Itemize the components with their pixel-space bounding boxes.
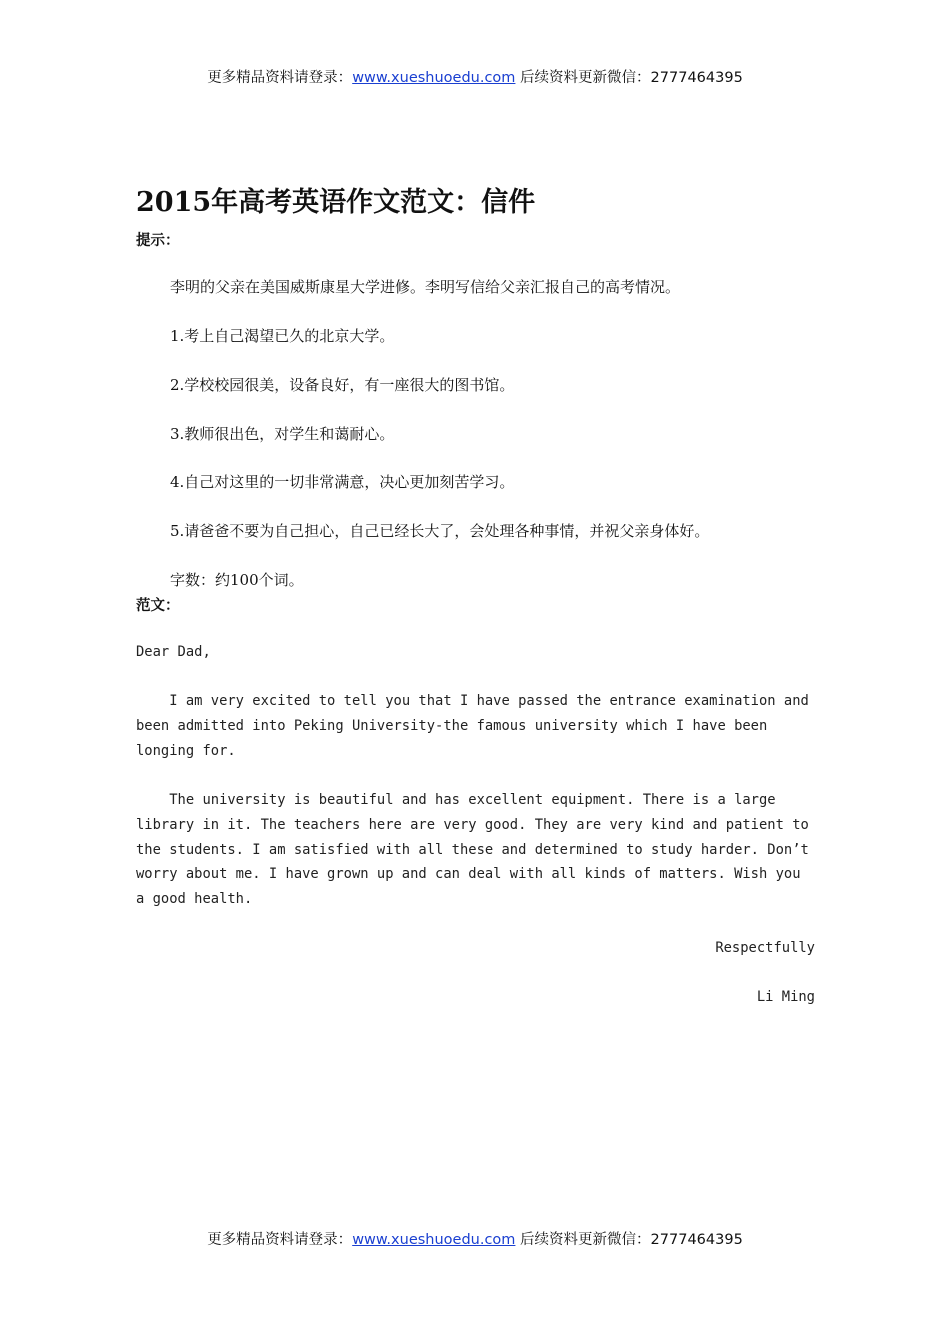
hint-label: 提示： [136,233,180,249]
letter-paragraph-2: The university is beautiful and has excellent equipment. There is a large library in it. The teachers here are very good. They are very kind and patient to the students. I am satisfied with all these and determined to study harder. Don’t worry about me. I have grown up and can deal with all kinds of matters. Wish you a good health. [136,792,818,908]
letter-closing: Respectfully [715,940,815,956]
hint-item-4: 4.自己对这里的一切非常满意，决心更加刻苦学习。 [170,473,515,491]
hint-item-1: 1.考上自己渴望已久的北京大学。 [170,327,395,345]
essay-label: 范文： [136,598,180,614]
hint-word-count: 字数：约100个词。 [170,571,304,589]
letter-salutation: Dear Dad, [136,644,211,660]
document-title: 2015年高考英语作文范文：信件 [136,187,536,218]
page-header [0,66,950,87]
hint-item-3: 3.教师很出色，对学生和蔼耐心。 [170,425,395,443]
footer-prefix: 更多精品资料请登录： [207,1232,353,1248]
header-link[interactable]: www.xueshuoedu.com [352,70,516,86]
header-prefix: 更多精品资料请登录： [207,70,353,86]
letter-signature: Li Ming [756,989,815,1005]
hint-item-2: 2.学校校园很美，设备良好，有一座很大的图书馆。 [170,376,515,394]
hint-item-5: 5.请爸爸不要为自己担心，自己已经长大了，会处理各种事情，并祝父亲身体好。 [170,522,710,540]
footer-link[interactable]: www.xueshuoedu.com [352,1232,516,1248]
header-suffix: 后续资料更新微信：2777464395 [515,70,743,86]
hint-intro: 李明的父亲在美国威斯康星大学进修。李明写信给父亲汇报自己的高考情况。 [170,278,681,296]
page-footer [0,1228,950,1249]
letter-paragraph-1: I am very excited to tell you that I have passed the entrance examination and been admitted into Peking University-the famous university which I have been longing for. [136,693,818,759]
footer-suffix: 后续资料更新微信：2777464395 [515,1232,743,1248]
